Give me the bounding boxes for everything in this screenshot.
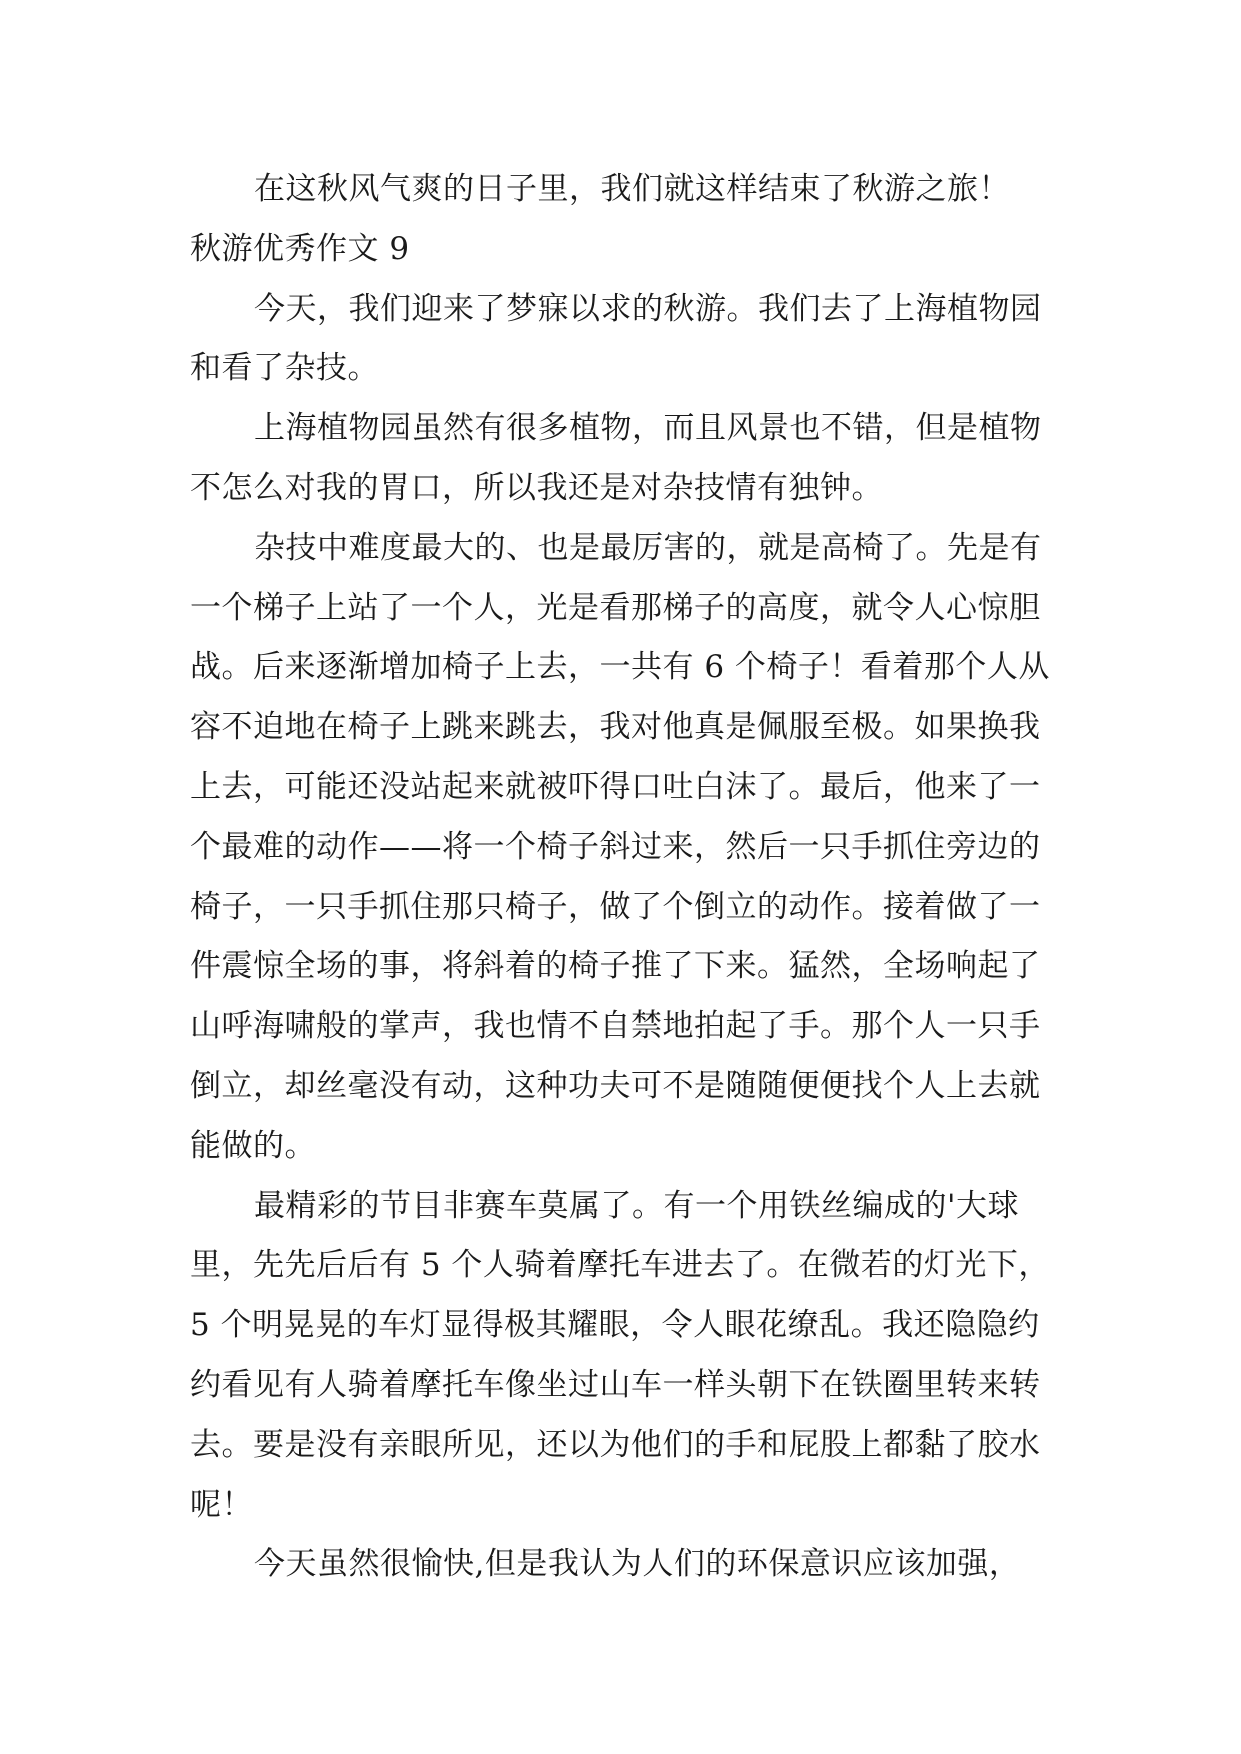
paragraph-acrobatics: 杂技中难度最大的、也是最厉害的，就是高椅了。先是有一个梯子上站了一个人，光是看那梯子的高度，就令人心惊胆战。后来逐渐增加椅子上去，一共有 6 个椅子！看着那个人从容不迫地在椅子上跳来跳去，我对他真是佩服至极。如果换我上去，可能还没站起来就被吓得口吐白沫了。最后，他来了一个最难的动作——将一个椅子斜过来，然后一只手抓住旁边的椅子，一只手抓住那只椅子，做了个倒立的动作。接着做了一件震惊全场的事，将斜着的椅子推了下来。猛然，全场响起了山呼海啸般的掌声，我也情不自禁地拍起了手。那个人一只手倒立，却丝毫没有动，这种功夫可不是随随便便找个人上去就能做的。 — [190, 529, 1050, 1164]
paragraph-environment: 今天虽然很愉快,但是我认为人们的环保意识应该加强， — [254, 1546, 1021, 1583]
paragraph-botanical-garden: 上海植物园虽然有很多植物，而且风景也不错，但是植物不怎么对我的胃口，所以我还是对杂技情有独钟。 — [190, 410, 1042, 506]
essay-heading: 秋游优秀作文 9 — [190, 230, 410, 267]
paragraph-closing: 在这秋风气爽的日子里，我们就这样结束了秋游之旅！ — [254, 171, 1010, 207]
document-body — [190, 160, 1070, 1595]
paragraph-motorcycle: 最精彩的节目非赛车莫属了。有一个用铁丝编成的'大球里，先先后后有 5 个人骑着摩托车进去了。在微若的灯光下，5 个明晃晃的车灯显得极其耀眼，令人眼花缭乱。我还隐隐约约看见有人骑着摩托车像坐过山车一样头朝下在铁圈里转来转去。要是没有亲眼所见，还以为他们的手和屁股上都黏了胶水呢！ — [190, 1187, 1050, 1523]
paragraph-intro: 今天，我们迎来了梦寐以求的秋游。我们去了上海植物园和看了杂技。 — [190, 290, 1042, 387]
